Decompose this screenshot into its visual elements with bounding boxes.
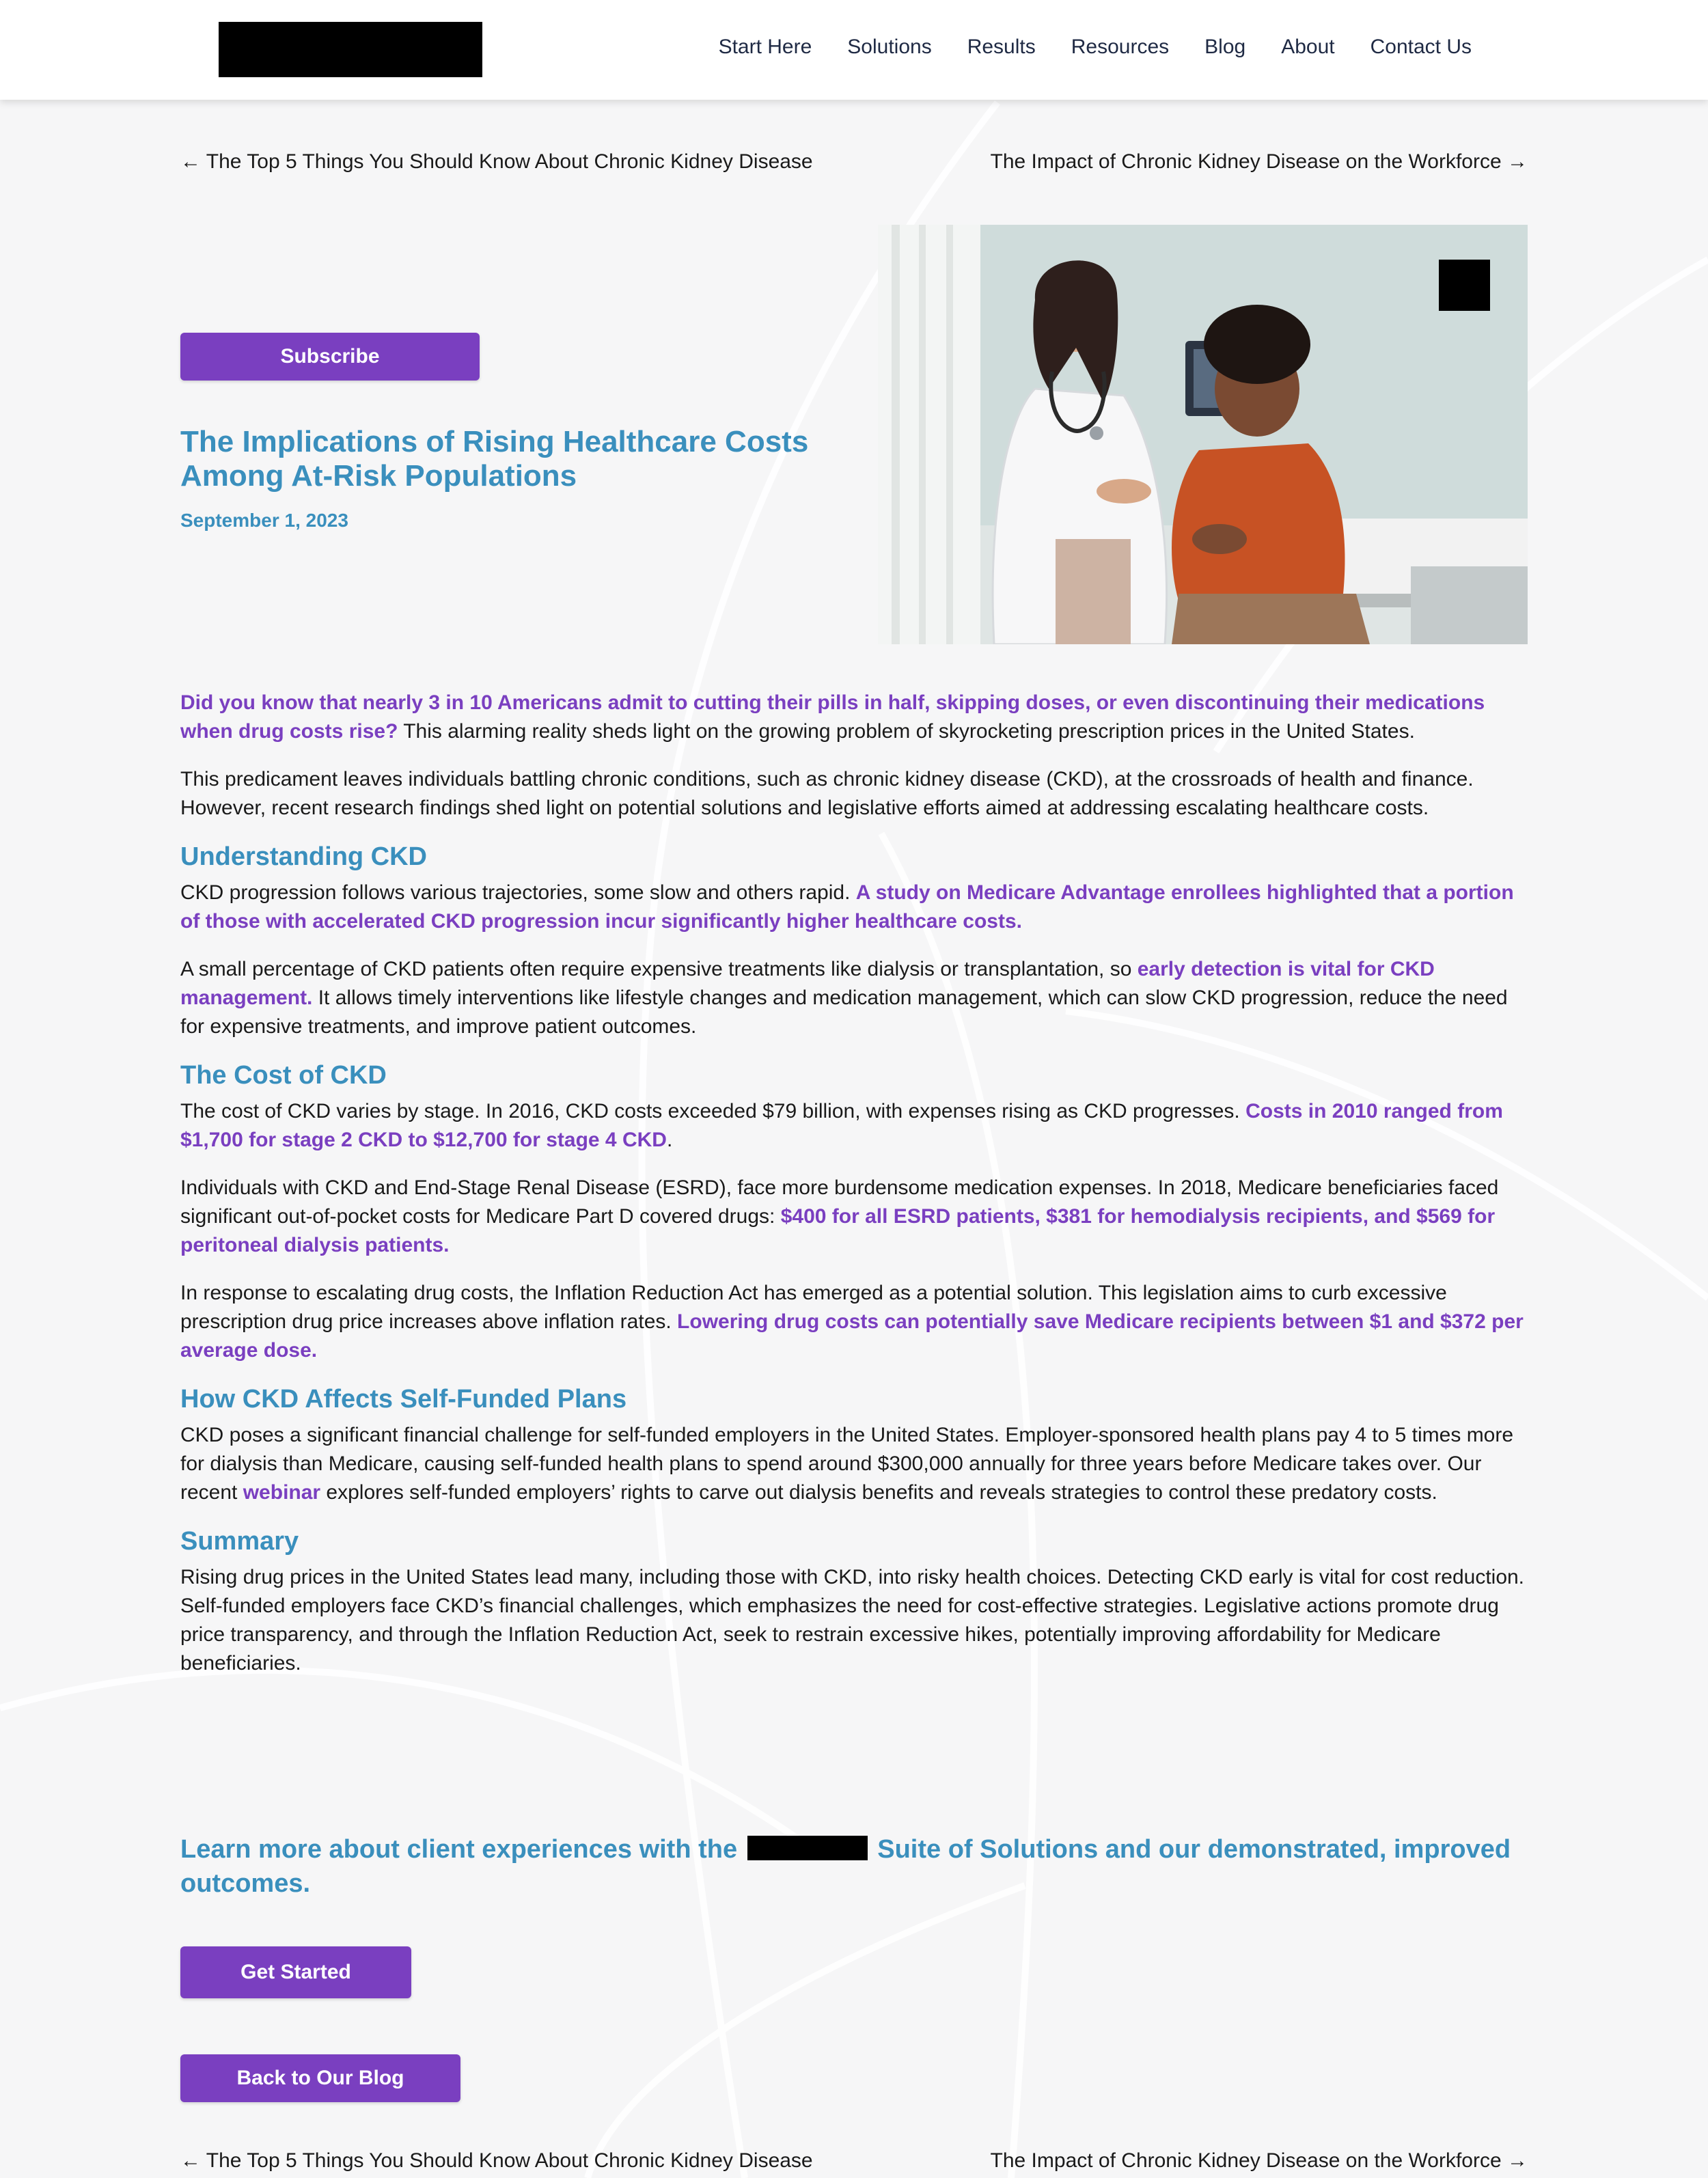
heading-self-funded-plans: How CKD Affects Self-Funded Plans xyxy=(180,1385,627,1414)
paragraph-early-detection: A small percentage of CKD patients often require expensive treatments like dialysis or transplantation, so early detection is vital for CKD management. It allows timely interventions like lifestyle changes and medication management, which can slow CKD progression, reduce the need for expensive treatments, and improve patient outcomes. xyxy=(180,958,1508,1038)
subscribe-button[interactable]: Subscribe xyxy=(180,333,480,381)
next-post-link-bottom[interactable]: The Impact of Chronic Kidney Disease on the Workforce → xyxy=(990,2149,1528,2172)
paragraph-summary: Rising drug prices in the United States lead many, including those with CKD, into risky health choices. Detecting CKD early is vital for cost reduction. Self-funded employers face CKD’s financial challenges, which emphasizes the need for cost-effective strategies. Legislative actions promote drug price transparency, and through the Inflation Reduction Act, seek to restrain excessive hikes, potentially improving affordability for Medicare beneficiaries. xyxy=(180,1566,1525,1674)
nav-blog[interactable]: Blog xyxy=(1204,36,1246,58)
prev-post-link-bottom[interactable]: ← The Top 5 Things You Should Know About Chronic Kidney Disease xyxy=(180,2149,813,2172)
photo-redaction-mark xyxy=(1439,260,1490,311)
site-logo[interactable] xyxy=(219,22,482,77)
heading-cost-of-ckd: The Cost of CKD xyxy=(180,1061,387,1090)
cta-text: Learn more about client experiences with the Suite of Solutions and our demonstrated, improved outcomes. xyxy=(180,1835,1511,1898)
site-header xyxy=(0,0,1708,100)
paragraph-cost-by-stage: The cost of CKD varies by stage. In 2016, CKD costs exceeded $79 billion, with expenses rising as CKD progresses. Costs in 2010 ranged from $1,700 for stage 2 CKD to $12,700 for stage 4 CKD. xyxy=(180,1100,1503,1151)
nav-resources[interactable]: Resources xyxy=(1071,36,1170,58)
doctor-patient-illustration-icon xyxy=(878,225,1528,644)
nav-start-here[interactable]: Start Here xyxy=(718,36,812,58)
get-started-button[interactable]: Get Started xyxy=(180,1946,411,1998)
heading-understanding-ckd: Understanding CKD xyxy=(180,842,427,871)
company-name-redacted xyxy=(747,1836,868,1860)
paragraph-self-funded: CKD poses a significant financial challenge for self-funded employers in the United States. Employer-sponsored health plans pay 4 to 5 times more for dialysis than Medicare, causing self-funded health plans to spend around $300,000 annually for three years before Medicare takes over. Our recent webinar explores self-funded employers’ rights to carve out dialysis benefits and reveals strategies to control these predatory costs. xyxy=(180,1424,1514,1504)
article-body xyxy=(180,689,1528,1697)
nav-solutions[interactable]: Solutions xyxy=(847,36,932,58)
post-date: September 1, 2023 xyxy=(180,510,348,531)
prev-post-link-top[interactable]: ← The Top 5 Things You Should Know About Chronic Kidney Disease xyxy=(180,150,813,173)
intro-highlight: Did you know that nearly 3 in 10 Americans admit to cutting their pills in half, skipping doses, or even discontinuing their medications when drug costs rise? xyxy=(180,691,1485,743)
post-title: The Implications of Rising Healthcare Costs Among At-Risk Populations xyxy=(180,425,809,493)
main-nav xyxy=(719,36,1472,59)
webinar-link[interactable]: webinar xyxy=(243,1481,321,1504)
paragraph-progression: CKD progression follows various trajectories, some slow and others rapid. A study on Medicare Advantage enrollees highlighted that a portion of those with accelerated CKD progression incur significantly higher healthcare costs. xyxy=(180,881,1514,933)
paragraph-inflation-reduction-act: In response to escalating drug costs, the Inflation Reduction Act has emerged as a potential solution. This legislation aims to curb excessive prescription drug price increases above inflation rates. Lowering drug costs can potentially save Medicare recipients between $1 and $372 per average dose. xyxy=(180,1282,1524,1362)
hero-image xyxy=(878,225,1528,644)
paragraph-intro: Did you know that nearly 3 in 10 Americans admit to cutting their pills in half, skipping doses, or even discontinuing their medications when drug costs rise? This alarming reality sheds light on the growing problem of skyrocketing prescription prices in the United States. xyxy=(180,691,1485,743)
next-post-link-top[interactable]: The Impact of Chronic Kidney Disease on the Workforce → xyxy=(990,150,1528,173)
nav-results[interactable]: Results xyxy=(967,36,1036,58)
paragraph-predicament: This predicament leaves individuals battling chronic conditions, such as chronic kidney disease (CKD), at the crossroads of health and finance. However, recent research findings shed light on potential solutions and legislative efforts aimed at addressing escalating healthcare costs. xyxy=(180,768,1474,819)
paragraph-esrd-costs: Individuals with CKD and End-Stage Renal Disease (ESRD), face more burdensome medication expenses. In 2018, Medicare beneficiaries faced significant out-of-pocket costs for Medicare Part D covered drugs: $400 for all ESRD patients, $381 for hemodialysis recipients, and $569 for peritoneal dialysis patients. xyxy=(180,1176,1499,1256)
nav-contact-us[interactable]: Contact Us xyxy=(1370,36,1472,58)
back-to-blog-button[interactable]: Back to Our Blog xyxy=(180,2054,460,2102)
nav-about[interactable]: About xyxy=(1281,36,1335,58)
heading-summary: Summary xyxy=(180,1527,299,1556)
